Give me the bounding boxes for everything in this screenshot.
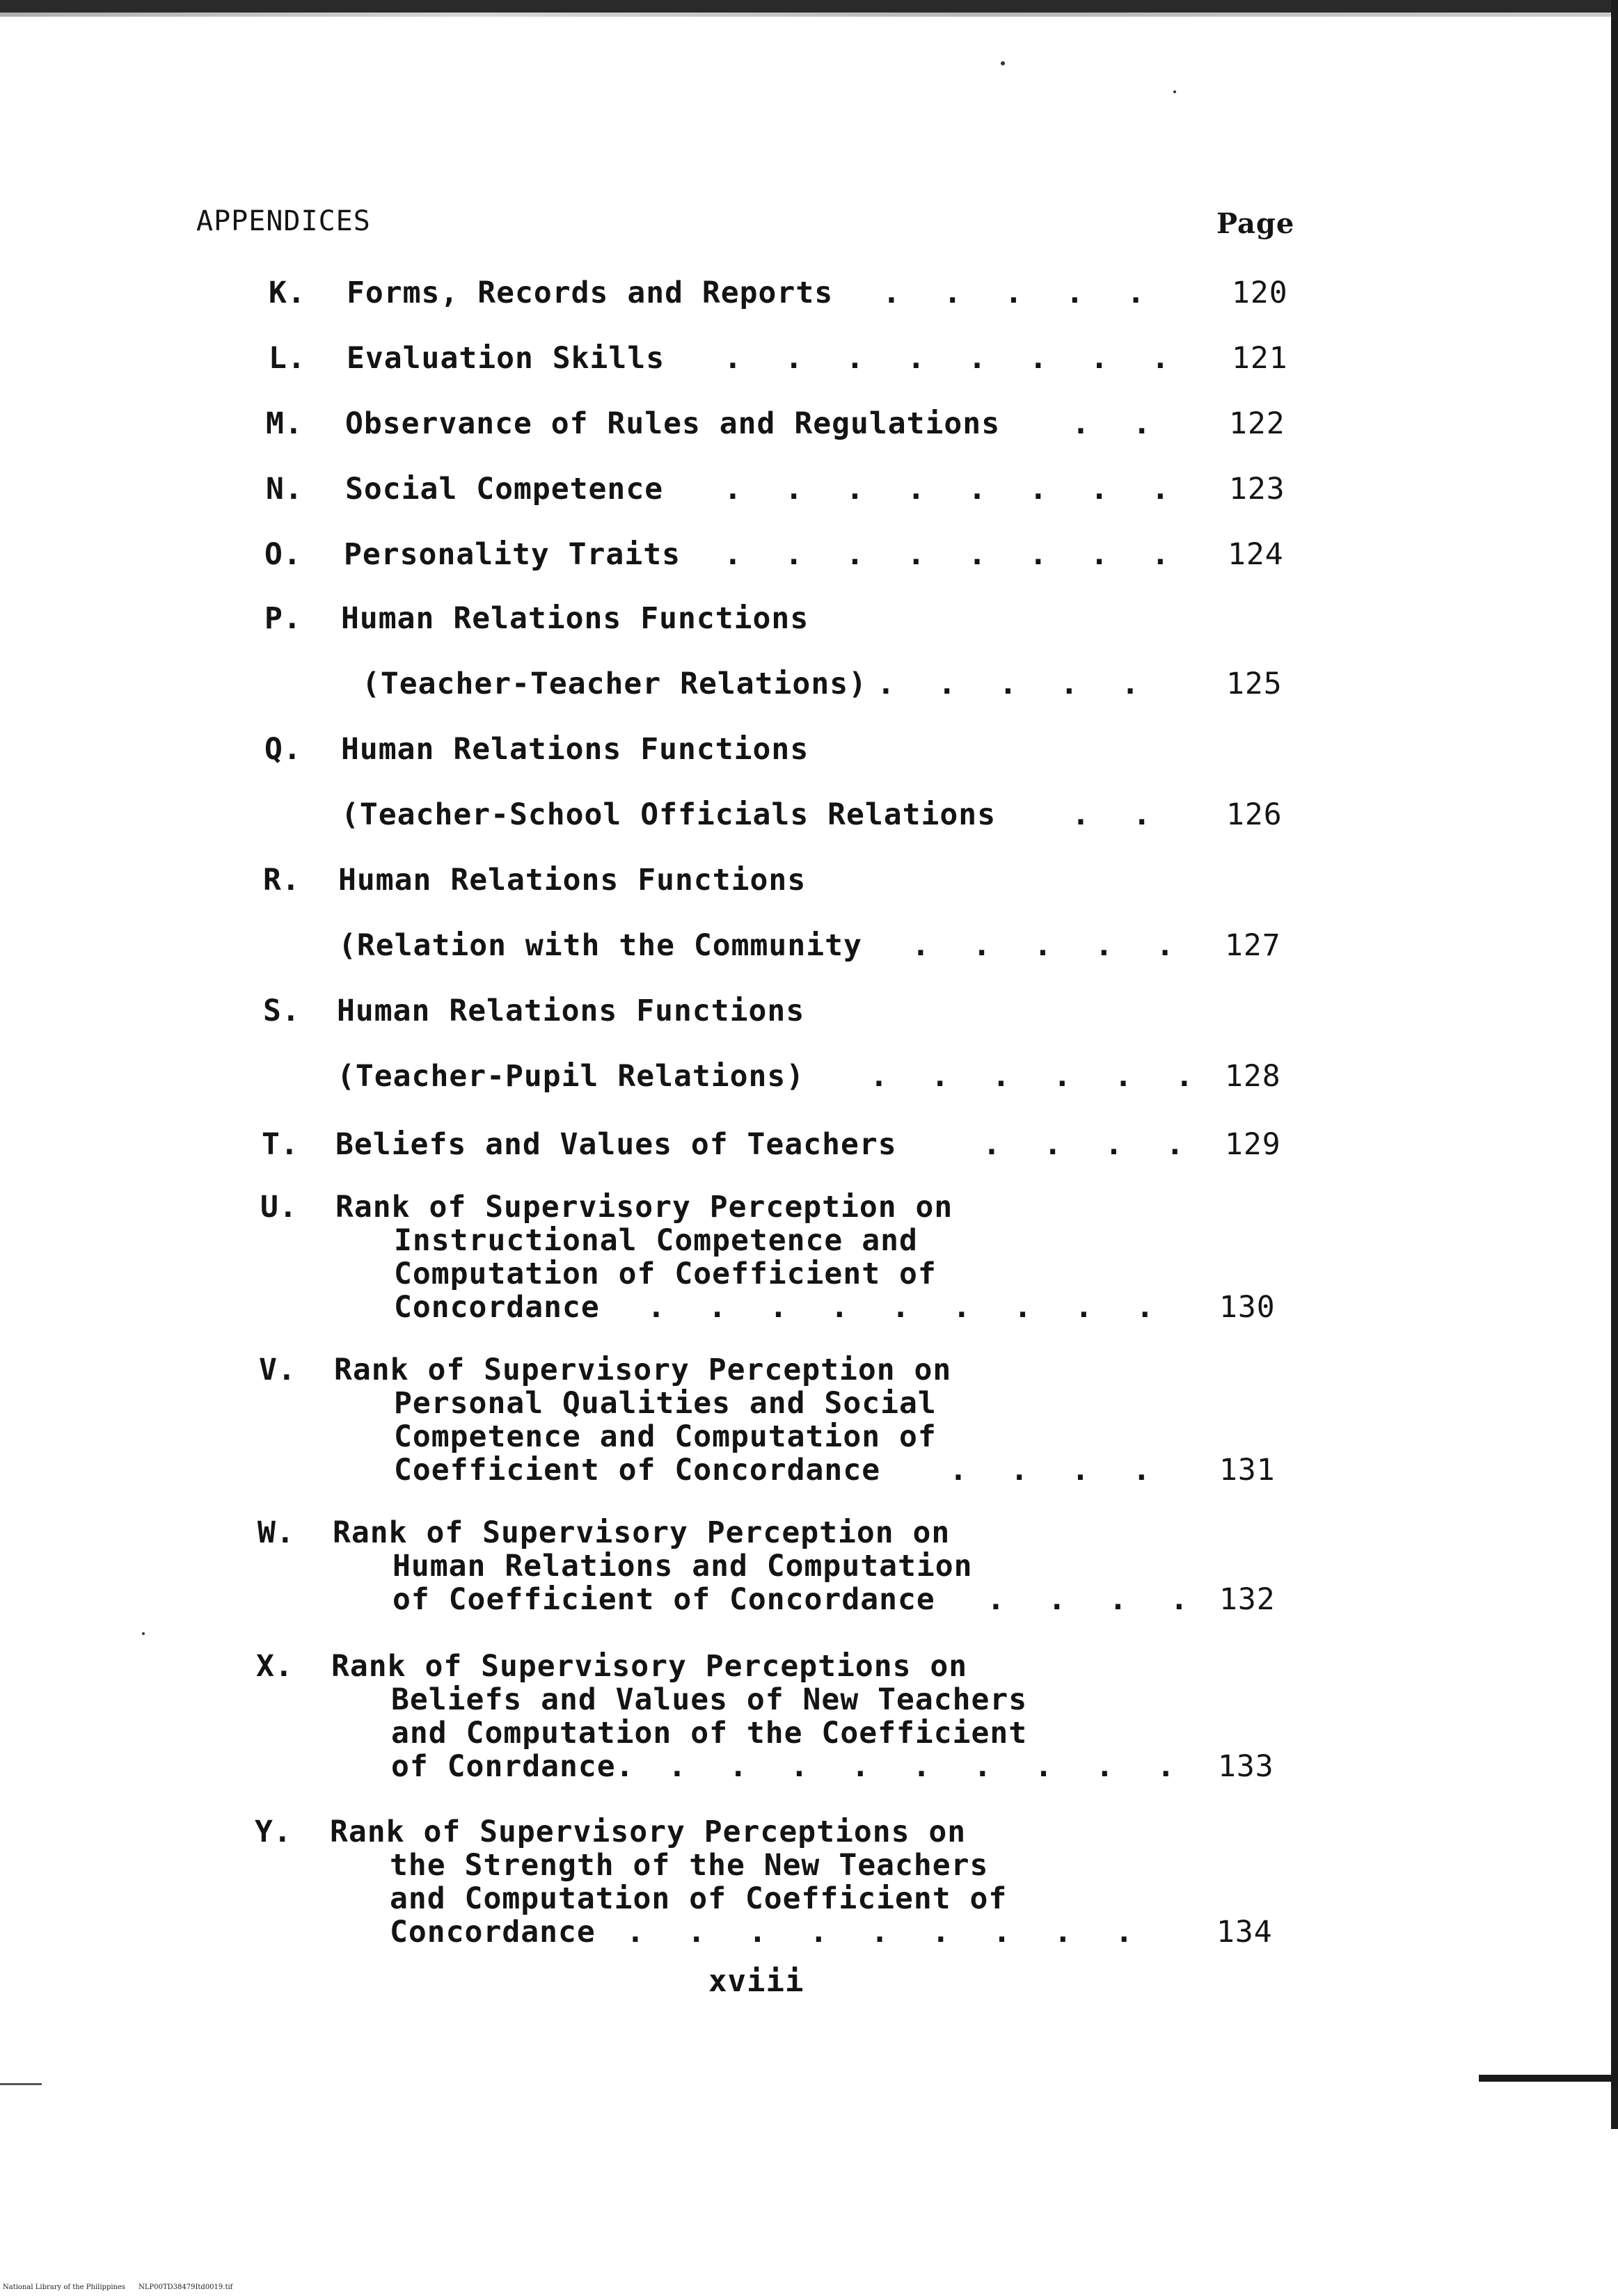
entry-page-number: 129 xyxy=(1225,1127,1281,1162)
entry-title-line: Rank of Supervisory Perceptions on xyxy=(331,1649,968,1684)
footer-file: NLP00TD38479Itd0019.tif xyxy=(138,2283,233,2291)
dot-leaders: . . . . . . . . xyxy=(724,341,1182,376)
appendices-heading: APPENDICES xyxy=(196,205,371,237)
entry-label: T. xyxy=(262,1127,299,1162)
entry-title-line: Human Relations Functions xyxy=(341,601,809,636)
entry-title-line: Concordance xyxy=(390,1915,596,1950)
entry-page-number: 124 xyxy=(1228,537,1284,572)
entry-page-number: 133 xyxy=(1218,1749,1274,1784)
entry-title-line: (Relation with the Community xyxy=(338,928,862,963)
scan-top-border xyxy=(0,0,1618,13)
entry-label: K. xyxy=(269,276,306,310)
entry-title-line: Beliefs and Values of New Teachers xyxy=(391,1682,1028,1717)
entry-page-number: 126 xyxy=(1226,797,1283,832)
entry-label: P. xyxy=(264,601,302,636)
scan-speck xyxy=(1173,90,1176,93)
scan-speck xyxy=(142,1632,145,1635)
scan-left-mark xyxy=(0,2083,42,2085)
dot-leaders: . . . . xyxy=(983,1127,1197,1162)
entry-title-line: Computation of Coefficient of xyxy=(394,1257,937,1291)
entry-page-number: 130 xyxy=(1219,1290,1276,1325)
dot-leaders: . . . . . . . . . xyxy=(626,1915,1146,1950)
entry-page-number: 123 xyxy=(1229,472,1285,507)
entry-page-number: 127 xyxy=(1225,928,1281,963)
entry-title-line: Rank of Supervisory Perception on xyxy=(335,1190,953,1225)
entry-label: Q. xyxy=(264,732,302,767)
entry-label: L. xyxy=(269,341,306,376)
entry-title-line: Instructional Competence and xyxy=(394,1223,918,1258)
entry-title-line: Human Relations Functions xyxy=(341,732,809,767)
entry-title-line: and Computation of Coefficient of xyxy=(390,1881,1008,1916)
dot-leaders: . . . . . . xyxy=(870,1059,1206,1094)
dot-leaders: . . . . . . . . . xyxy=(668,1749,1188,1784)
entry-page-number: 121 xyxy=(1232,341,1288,376)
dot-leaders: . . xyxy=(1072,406,1164,441)
entry-page-number: 132 xyxy=(1219,1582,1276,1617)
scan-right-border xyxy=(1611,0,1618,2129)
dot-leaders: . . xyxy=(1072,797,1164,832)
entry-title-line: Rank of Supervisory Perceptions on xyxy=(330,1815,967,1849)
entry-title-line: Personality Traits xyxy=(344,537,681,572)
scan-speck xyxy=(1001,61,1005,65)
entry-title-line: Observance of Rules and Regulations xyxy=(345,406,1001,441)
entry-label: S. xyxy=(263,994,301,1028)
entry-title-line: Coefficient of Concordance xyxy=(394,1453,881,1488)
entry-title-line: Personal Qualities and Social xyxy=(394,1386,937,1421)
entry-title-line: Beliefs and Values of Teachers xyxy=(335,1127,897,1162)
scan-top-noise xyxy=(0,13,1618,17)
entry-title-line: Human Relations and Computation xyxy=(392,1549,973,1584)
entry-page-number: 134 xyxy=(1216,1915,1273,1950)
scan-right-mark xyxy=(1479,2075,1618,2082)
entry-label: N. xyxy=(266,472,303,507)
entry-title-line: and Computation of the Coefficient xyxy=(391,1716,1028,1751)
entry-title-line: Forms, Records and Reports xyxy=(347,276,834,310)
entry-title-line: Rank of Supervisory Perception on xyxy=(334,1353,952,1387)
entry-title-line: Concordance xyxy=(394,1290,600,1325)
entry-title-line: of Coefficient of Concordance xyxy=(392,1582,935,1617)
entry-title-line: (Teacher-Teacher Relations) xyxy=(362,667,867,701)
dot-leaders: . . . . . . . . xyxy=(724,472,1182,507)
entry-title-line: Rank of Supervisory Perception on xyxy=(333,1515,951,1550)
entry-title-line: Human Relations Functions xyxy=(337,994,805,1028)
dot-leaders: . . . . xyxy=(949,1453,1164,1488)
entry-page-number: 125 xyxy=(1226,667,1283,701)
entry-title-line: the Strength of the New Teachers xyxy=(390,1848,989,1883)
page-number: xviii xyxy=(708,1963,804,1999)
entry-title-line: Social Competence xyxy=(345,472,664,507)
entry-page-number: 131 xyxy=(1219,1453,1276,1488)
entry-label: X. xyxy=(256,1649,294,1684)
dot-leaders: . . . . . xyxy=(882,276,1157,310)
entry-title-line: (Teacher-School Officials Relations xyxy=(341,797,997,832)
dot-leaders: . . . . . xyxy=(877,667,1152,701)
entry-title-line: Competence and Computation of xyxy=(394,1419,937,1454)
entry-label: V. xyxy=(259,1353,296,1387)
entry-title-line: of Conrdance. xyxy=(391,1749,635,1784)
scan-right-mark-vertical xyxy=(1611,2059,1618,2087)
entry-label: W. xyxy=(257,1515,295,1550)
entry-title-line: (Teacher-Pupil Relations) xyxy=(337,1059,805,1094)
scan-footer xyxy=(3,2283,232,2291)
dot-leaders: . . . . . . . . . xyxy=(647,1290,1167,1325)
dot-leaders: . . . . xyxy=(987,1582,1201,1617)
entry-title-line: Evaluation Skills xyxy=(347,341,665,376)
entry-label: U. xyxy=(260,1190,298,1225)
entry-page-number: 122 xyxy=(1229,406,1285,441)
page-column-heading: Page xyxy=(1216,207,1295,240)
entry-label: Y. xyxy=(255,1815,292,1849)
entry-page-number: 128 xyxy=(1225,1059,1281,1094)
entry-label: R. xyxy=(263,863,301,898)
entry-page-number: 120 xyxy=(1232,276,1288,310)
entry-title-line: Human Relations Functions xyxy=(338,863,807,898)
footer-library: National Library of the Philippines xyxy=(3,2283,126,2291)
dot-leaders: . . . . . xyxy=(912,928,1187,963)
entry-label: O. xyxy=(264,537,302,572)
entry-label: M. xyxy=(266,406,303,441)
dot-leaders: . . . . . . . . xyxy=(724,537,1182,572)
